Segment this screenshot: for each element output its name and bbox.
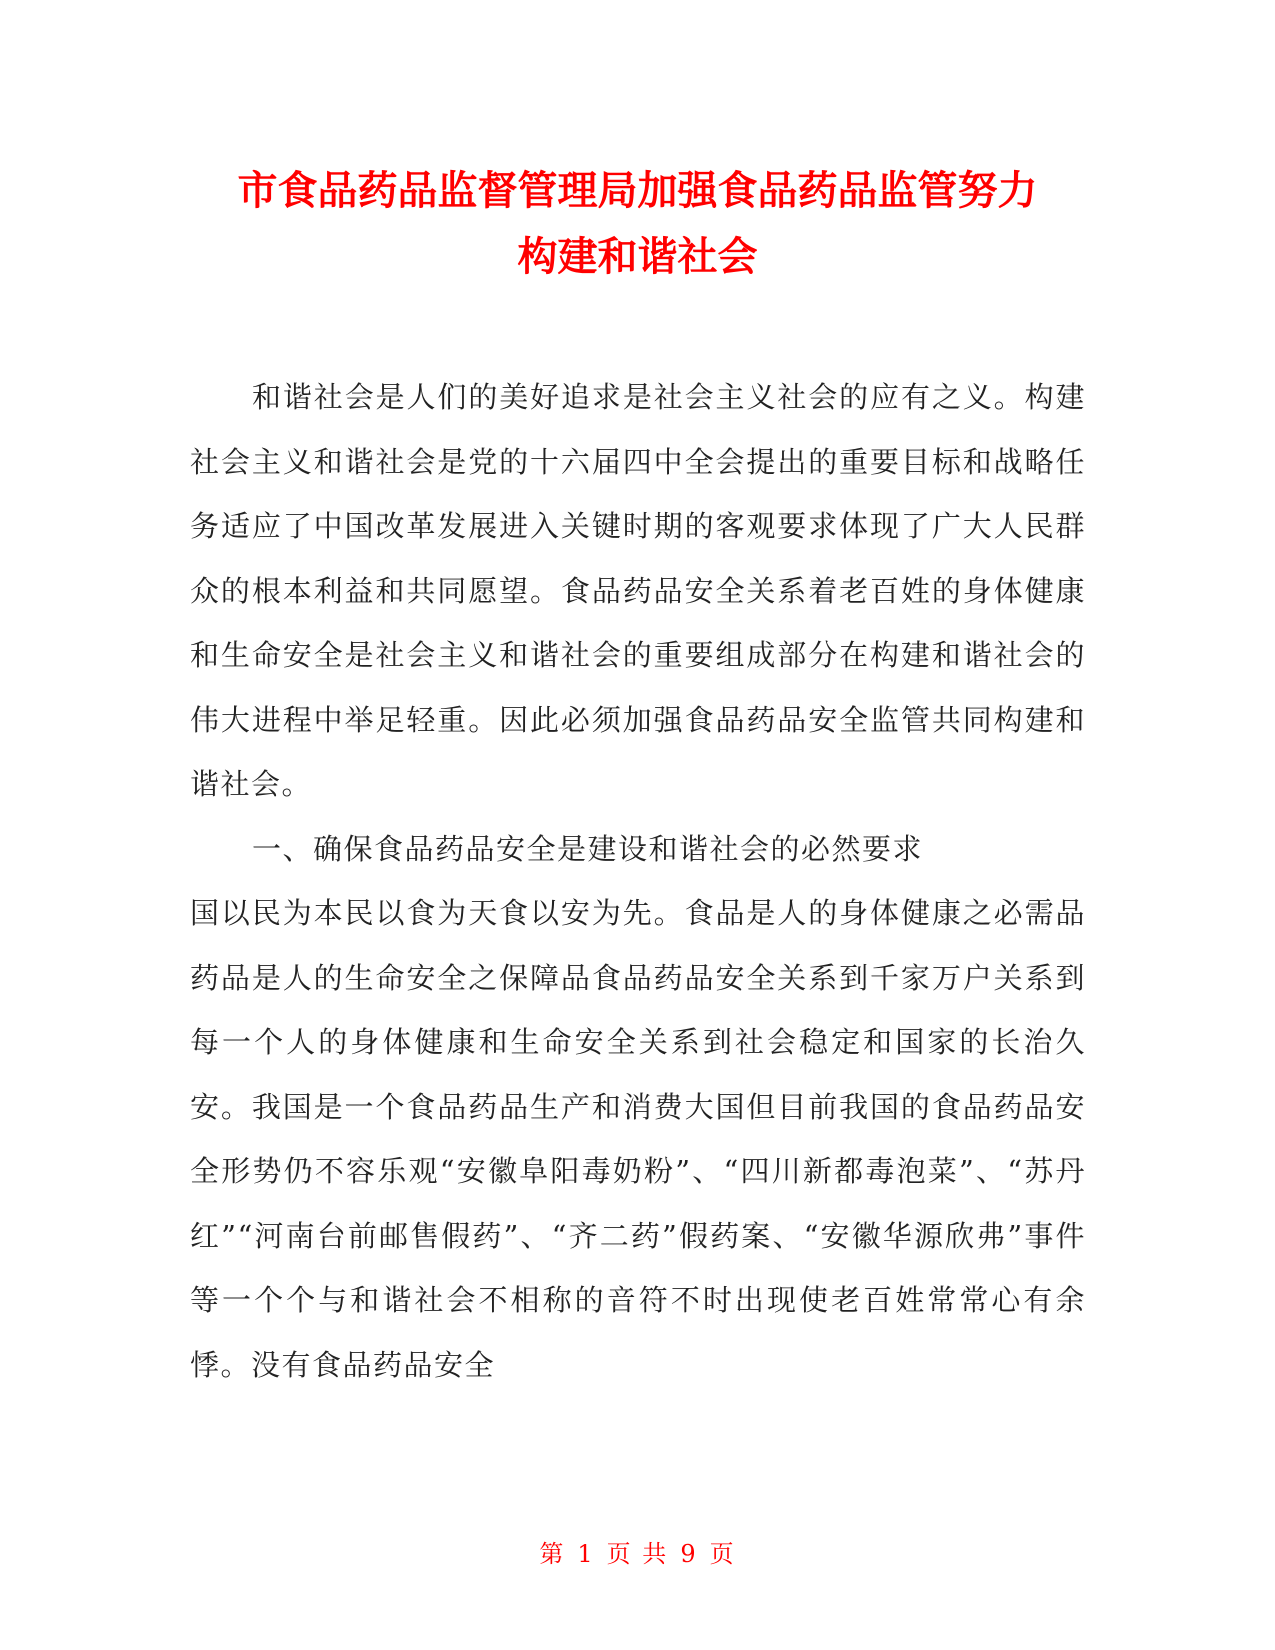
footer-total-pages: 9 <box>680 1540 698 1568</box>
footer-page-suffix: 页 <box>709 1540 736 1568</box>
paragraph-intro: 和谐社会是人们的美好追求是社会主义社会的应有之义。构建社会主义和谐社会是党的十六届四中全会提出的重要目标和战略任务适应了中国改革发展进入关键时期的客观要求体现了广大人民群众的根本利益和共同愿望。食品药品安全关系着老百姓的身体健康和生命安全是社会主义和谐社会的重要组成部分在构建和谐社会的伟大进程中举足轻重。因此必须加强食品药品安全监管共同构建和谐社会。 <box>190 380 1086 801</box>
page-footer <box>0 1534 1275 1569</box>
section-heading-1: 一、确保食品药品安全是建设和谐社会的必然要求 <box>252 831 924 866</box>
paragraph-section-1: 国以民为本民以食为天食以安为先。食品是人的身体健康之必需品药品是人的生命安全之保障品食品药品安全关系到千家万户关系到每一个人的身体健康和生命安全关系到社会稳定和国家的长治久安。我国是一个食品药品生产和消费大国但目前我国的食品药品安全形势仍不容乐观“安徽阜阳毒奶粉”、“四川新都毒泡菜”、“苏丹红”“河南台前邮售假药”、“齐二药”假药案、“安徽华源欣弗”事件等一个个与和谐社会不相称的音符不时出现使老百姓常常心有余悸。没有食品药品安全 <box>190 896 1086 1382</box>
title-line-1: 市食品药品监督管理局加强食品药品监管努力 <box>237 168 1038 214</box>
document-title <box>150 158 1125 290</box>
footer-page-number: 1 <box>577 1540 595 1568</box>
footer-page-prefix: 第 <box>539 1540 566 1568</box>
title-line-2: 构建和谐社会 <box>517 234 758 280</box>
document-body <box>190 365 1086 1397</box>
footer-page-mid: 页 共 <box>606 1540 669 1568</box>
